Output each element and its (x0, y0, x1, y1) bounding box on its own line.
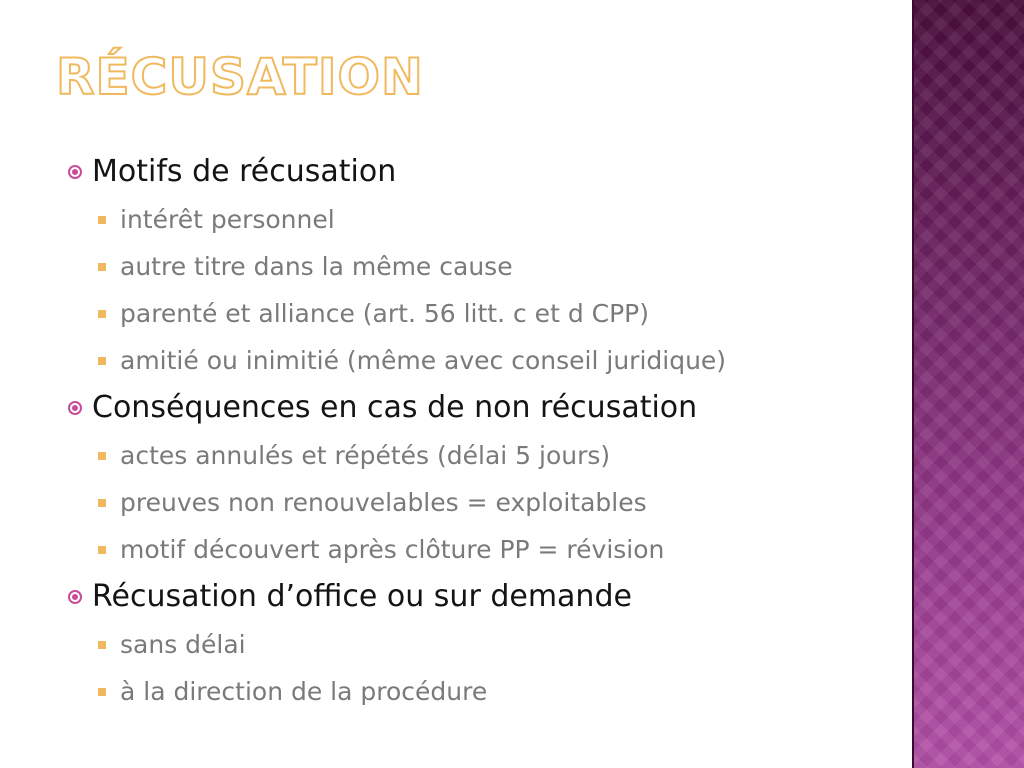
square-bullet-icon (98, 546, 106, 554)
section-heading (90, 150, 900, 198)
list-item (90, 292, 900, 339)
ring-bullet-icon (68, 590, 82, 604)
square-bullet-icon (98, 263, 106, 271)
list-item (90, 528, 900, 575)
list-item (90, 623, 900, 670)
section-heading-text: Récusation d’office ou sur demande (92, 579, 632, 614)
list-item-text: preuves non renouvelables = exploitables (120, 488, 647, 517)
section-heading-text: Conséquences en cas de non récusation (92, 390, 698, 425)
ring-bullet-icon (68, 401, 82, 415)
list-item (90, 245, 900, 292)
section-heading (90, 575, 900, 623)
square-bullet-icon (98, 499, 106, 507)
bullet-list (90, 150, 900, 717)
decorative-side-band (912, 0, 1024, 768)
section-heading (90, 386, 900, 434)
list-item-text: intérêt personnel (120, 205, 335, 234)
square-bullet-icon (98, 216, 106, 224)
square-bullet-icon (98, 357, 106, 365)
ring-bullet-icon (68, 165, 82, 179)
list-item (90, 198, 900, 245)
slide-title: RÉCUSATION (56, 48, 424, 106)
section-heading-text: Motifs de récusation (92, 154, 397, 189)
list-item (90, 339, 900, 386)
list-item-text: parenté et alliance (art. 56 litt. c et d CPP) (120, 299, 649, 328)
list-item (90, 434, 900, 481)
square-bullet-icon (98, 688, 106, 696)
list-item-text: autre titre dans la même cause (120, 252, 513, 281)
list-item-text: motif découvert après clôture PP = révision (120, 535, 665, 564)
square-bullet-icon (98, 310, 106, 318)
list-item-text: sans délai (120, 630, 246, 659)
list-item (90, 670, 900, 717)
list-item-text: actes annulés et répétés (délai 5 jours) (120, 441, 611, 470)
list-item-text: à la direction de la procédure (120, 677, 488, 706)
list-item (90, 481, 900, 528)
square-bullet-icon (98, 641, 106, 649)
list-item-text: amitié ou inimitié (même avec conseil juridique) (120, 346, 727, 375)
square-bullet-icon (98, 452, 106, 460)
